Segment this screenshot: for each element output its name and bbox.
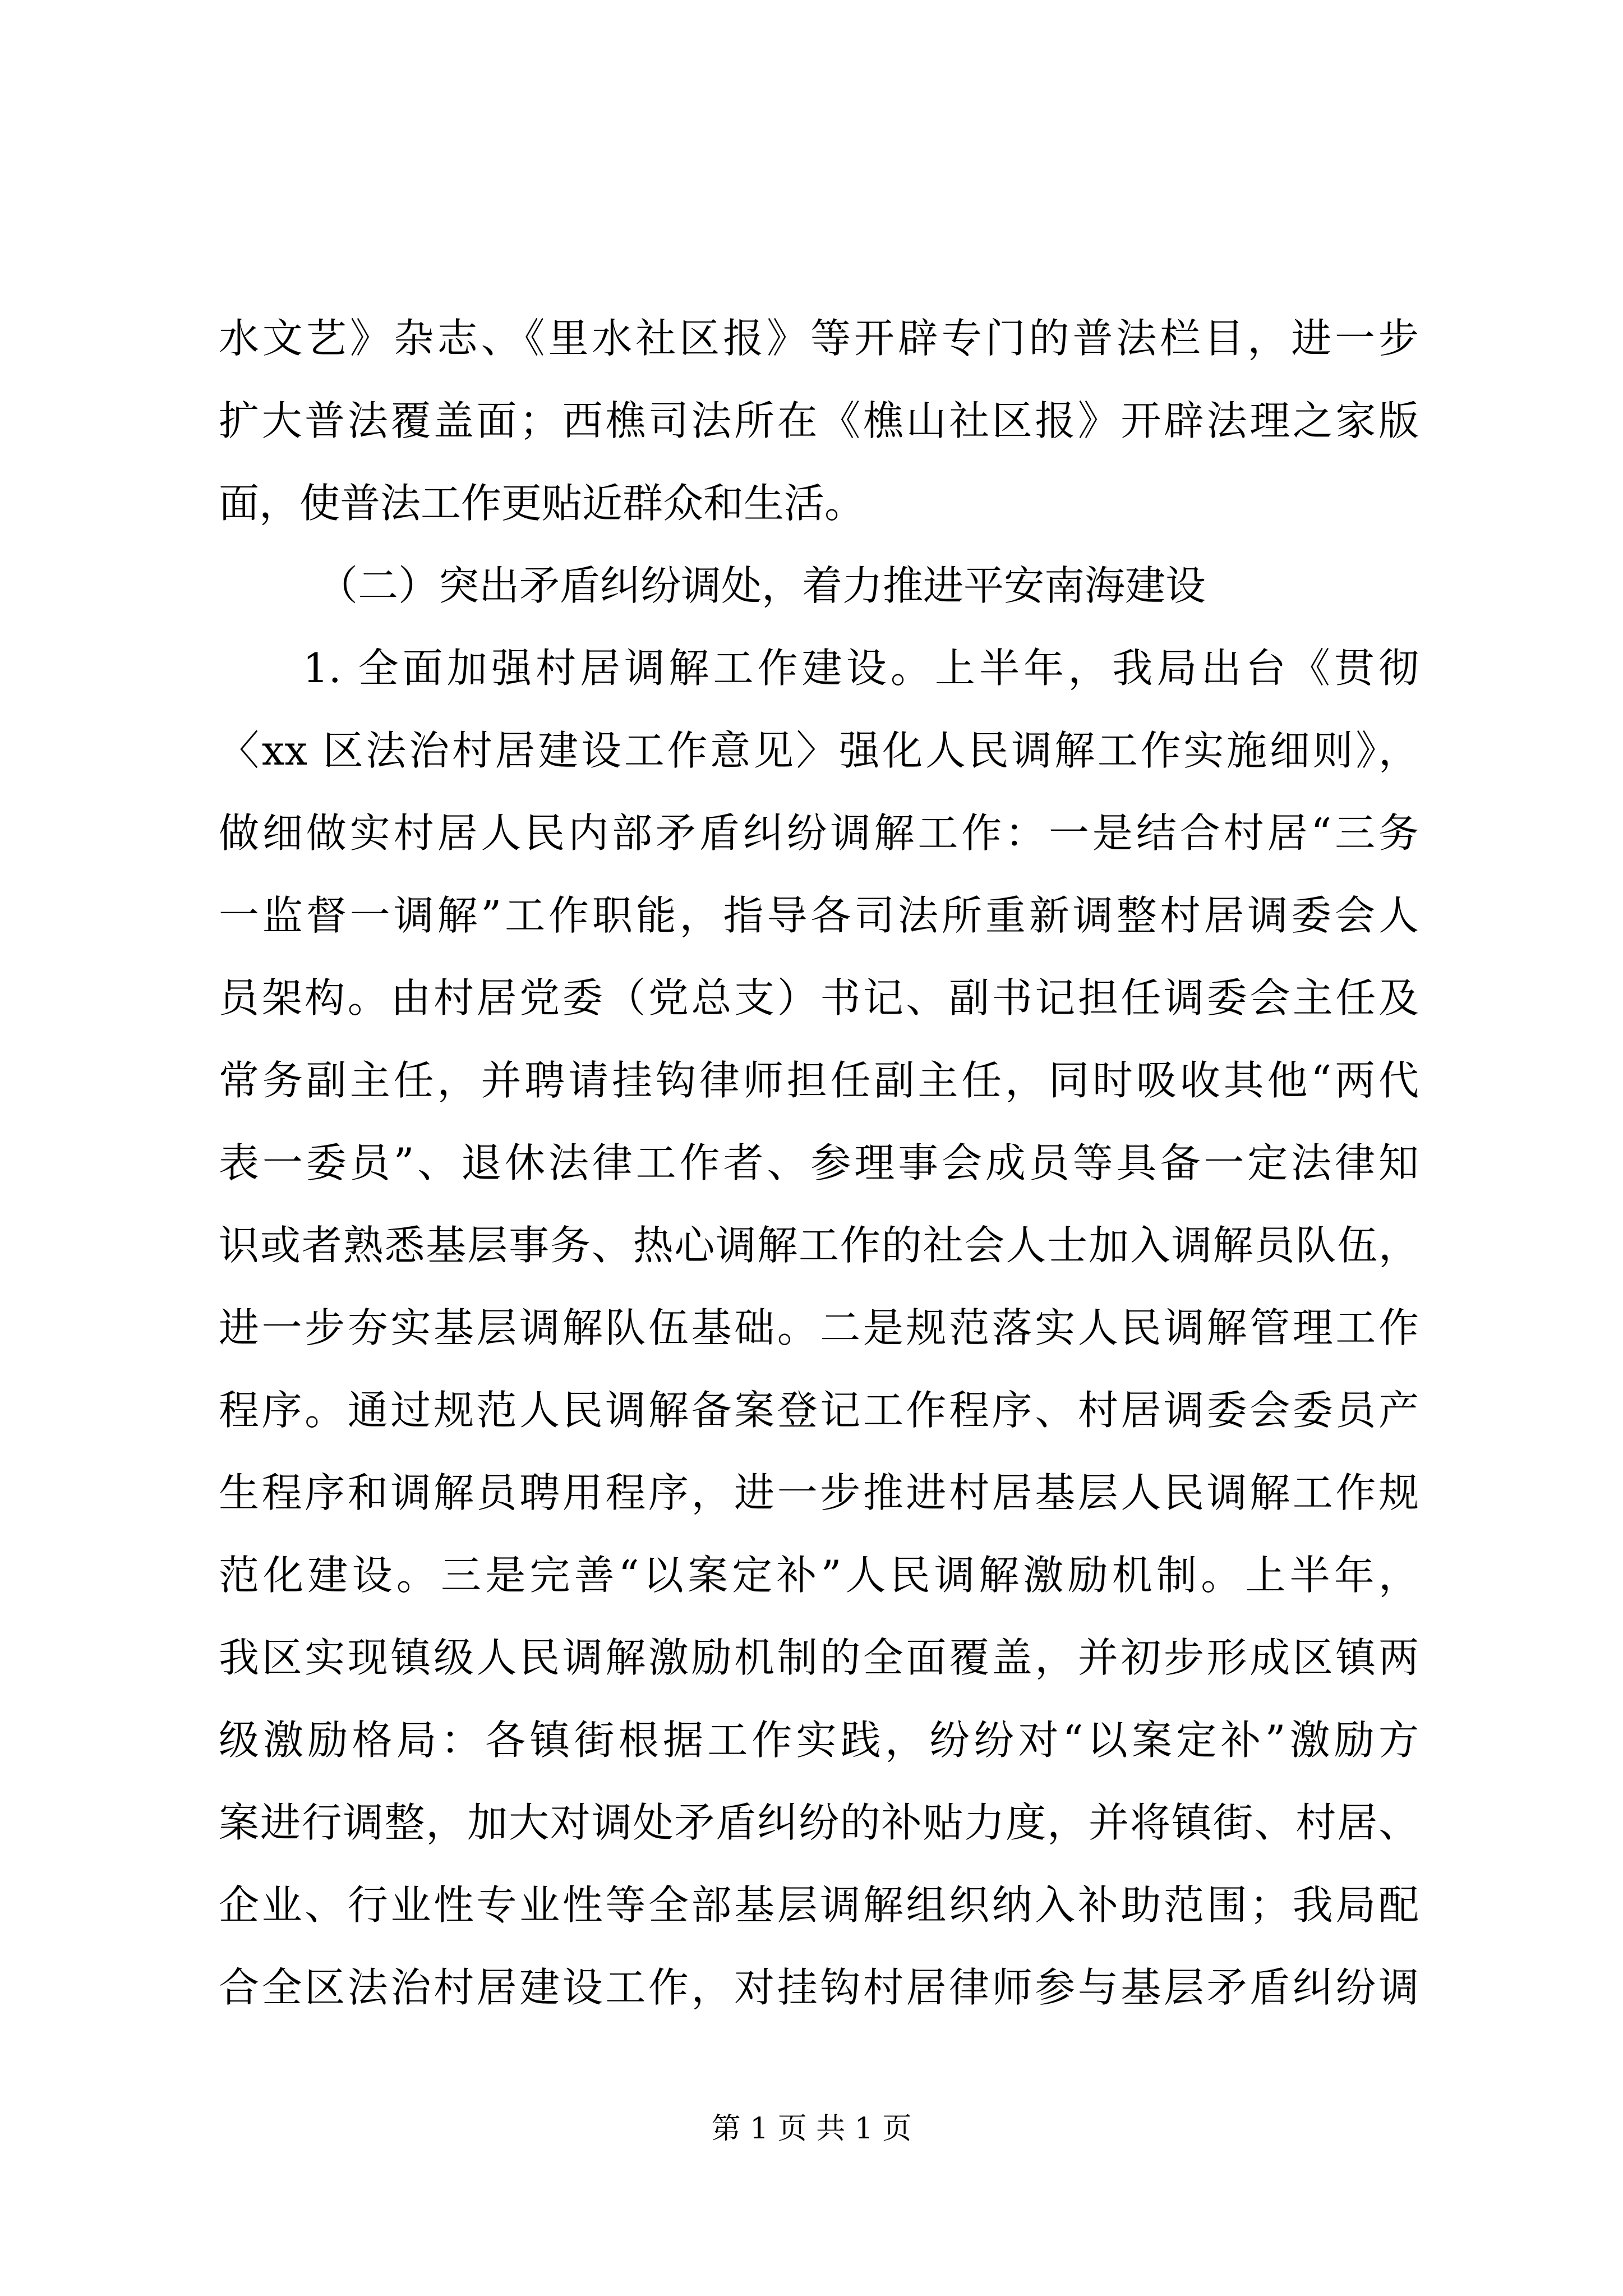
text-line: 扩大普法覆盖面；西樵司法所在《樵山社区报》开辟法理之家版 xyxy=(219,397,1419,444)
body-text xyxy=(219,297,1419,2029)
text-line: 进一步夯实基层调解队伍基础。二是规范落实人民调解管理工作 xyxy=(219,1304,1419,1351)
text-line: 生程序和调解员聘用程序，进一步推进村居基层人民调解工作规 xyxy=(219,1469,1419,1516)
text-line: 合全区法治村居建设工作，对挂钩村居律师参与基层矛盾纠纷调 xyxy=(219,1964,1419,2011)
text-line: 一监督一调解”工作职能，指导各司法所重新调整村居调委会人 xyxy=(219,892,1419,939)
text-line: 企业、行业性专业性等全部基层调解组织纳入补助范围；我局配 xyxy=(219,1881,1419,1929)
text-line: 做细做实村居人民内部矛盾纠纷调解工作：一是结合村居“三务 xyxy=(219,809,1419,857)
text-line: 1. 全面加强村居调解工作建设。上半年，我局出台《贯彻 xyxy=(303,645,1419,692)
page-footer: 第 1 页 共 1 页 xyxy=(711,2112,912,2146)
text-line: 表一委员”、退休法律工作者、参理事会成员等具备一定法律知 xyxy=(219,1139,1419,1186)
text-line: 级激励格局：各镇街根据工作实践，纷纷对“以案定补”激励方 xyxy=(219,1717,1419,1764)
text-line: 程序。通过规范人民调解备案登记工作程序、村居调委会委员产 xyxy=(219,1387,1419,1434)
text-line: 〈xx 区法治村居建设工作意见〉强化人民调解工作实施细则》， xyxy=(219,727,1419,774)
text-line: 水文艺》杂志、《里水社区报》等开辟专门的普法栏目，进一步 xyxy=(219,315,1419,362)
text-line: 常务副主任，并聘请挂钩律师担任副主任，同时吸收其他“两代 xyxy=(219,1057,1419,1104)
text-line: 我区实现镇级人民调解激励机制的全面覆盖，并初步形成区镇两 xyxy=(219,1634,1419,1681)
section-heading: （二）突出矛盾纠纷调处，着力推进平安南海建设 xyxy=(317,562,1206,609)
text-line: 识或者熟悉基层事务、热心调解工作的社会人士加入调解员队伍， xyxy=(219,1222,1419,1269)
text-line: 范化建设。三是完善“以案定补”人民调解激励机制。上半年， xyxy=(219,1552,1419,1599)
text-line: 员架构。由村居党委（党总支）书记、副书记担任调委会主任及 xyxy=(219,974,1419,1022)
text-line: 案进行调整，加大对调处矛盾纠纷的补贴力度，并将镇街、村居、 xyxy=(219,1799,1419,1846)
text-line: 面，使普法工作更贴近群众和生活。 xyxy=(219,480,865,527)
